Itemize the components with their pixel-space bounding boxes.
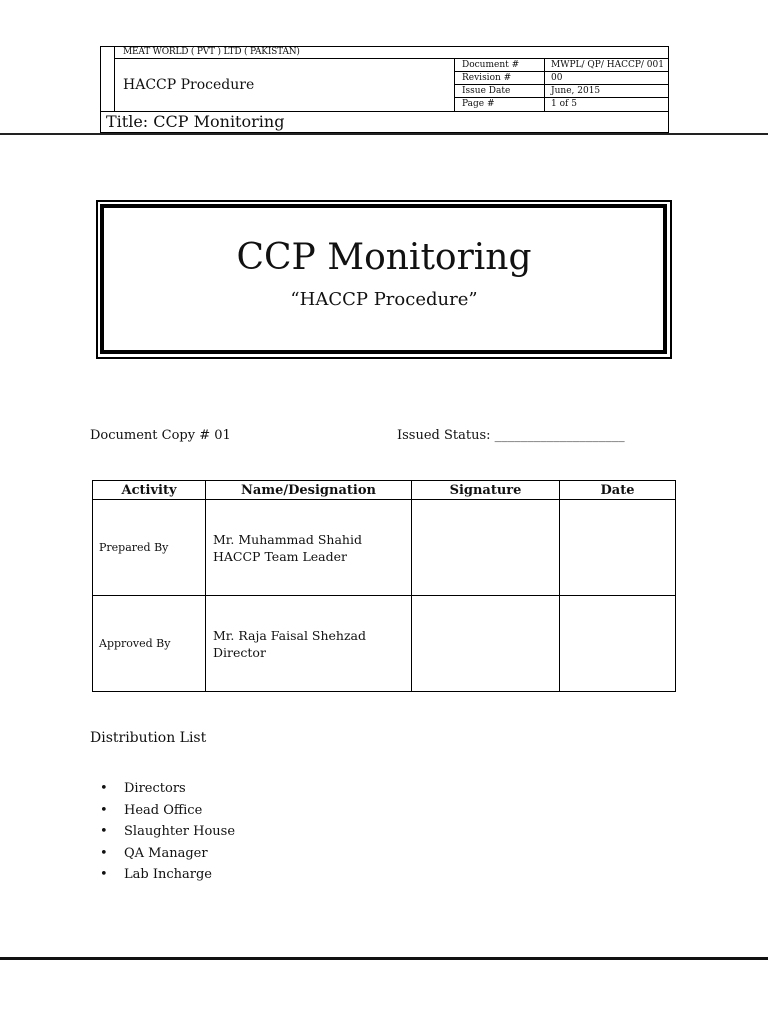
approval-table xyxy=(92,480,676,692)
info-value: 00 xyxy=(551,73,563,83)
issued-status: Issued Status: ____________________ xyxy=(397,428,625,443)
list-item xyxy=(100,864,235,886)
name-designation-cell xyxy=(206,596,412,692)
list-item-label: Lab Incharge xyxy=(124,867,212,882)
info-value: MWPL/ QP/ HACCP/ 001 xyxy=(551,60,664,70)
date-cell xyxy=(560,596,676,692)
procedure-name: HACCP Procedure xyxy=(123,77,255,93)
person-name: Mr. Muhammad Shahid xyxy=(213,531,362,547)
list-item-label: Head Office xyxy=(124,802,203,818)
header-margin-strip xyxy=(100,46,115,111)
info-label: Issue Date xyxy=(462,86,511,96)
document-title: Title: CCP Monitoring xyxy=(106,112,285,131)
column-header-date: Date xyxy=(560,481,676,500)
bullet-icon: • xyxy=(100,824,108,839)
person-designation: HACCP Team Leader xyxy=(213,548,348,564)
bullet-icon: • xyxy=(100,781,108,796)
header-divider xyxy=(115,58,454,59)
document-copy-number: Document Copy # 01 xyxy=(90,428,231,443)
date-cell xyxy=(560,500,676,596)
info-label: Page # xyxy=(462,99,495,109)
distribution-list-title: Distribution List xyxy=(90,730,207,746)
list-item-label: QA Manager xyxy=(124,845,208,861)
table-header-row xyxy=(93,481,676,500)
info-row-revision xyxy=(455,72,669,85)
distribution-list xyxy=(100,778,235,886)
bullet-icon: • xyxy=(100,845,108,861)
name-designation-cell xyxy=(206,500,412,596)
list-item-label: Directors xyxy=(124,781,186,796)
person-name: Mr. Raja Faisal Shehzad xyxy=(213,627,367,643)
document-info-table xyxy=(454,58,669,111)
info-label: Document # xyxy=(462,60,520,70)
signature-cell xyxy=(412,596,560,692)
column-header-signature: Signature xyxy=(412,481,560,500)
column-header-name-designation: Name/Designation xyxy=(206,481,412,500)
bullet-icon: • xyxy=(100,802,108,818)
activity-cell: Prepared By xyxy=(93,500,206,596)
activity-cell: Approved By xyxy=(93,596,206,692)
list-item xyxy=(100,821,235,843)
person-designation: Director xyxy=(213,644,266,660)
page-rule-bottom xyxy=(0,957,768,960)
list-item xyxy=(100,800,235,822)
cover-frame-inner xyxy=(100,204,667,354)
cover-title: CCP Monitoring xyxy=(236,237,532,278)
signature-cell xyxy=(412,500,560,596)
info-label: Revision # xyxy=(462,73,512,83)
info-row-issue-date xyxy=(455,85,669,98)
page-rule-top xyxy=(0,133,768,135)
company-name: MEAT WORLD ( PVT ) LTD ( PAKISTAN) xyxy=(123,47,300,57)
list-item-label: Slaughter House xyxy=(124,824,236,839)
table-row xyxy=(93,500,676,596)
info-row-page xyxy=(455,98,669,111)
info-row-document xyxy=(455,59,669,72)
info-value: June, 2015 xyxy=(551,86,601,96)
bullet-icon: • xyxy=(100,867,108,882)
cover-subtitle: “HACCP Procedure” xyxy=(290,289,478,310)
list-item xyxy=(100,843,235,865)
list-item xyxy=(100,778,235,800)
column-header-activity: Activity xyxy=(93,481,206,500)
info-value: 1 of 5 xyxy=(551,99,577,109)
table-row xyxy=(93,596,676,692)
